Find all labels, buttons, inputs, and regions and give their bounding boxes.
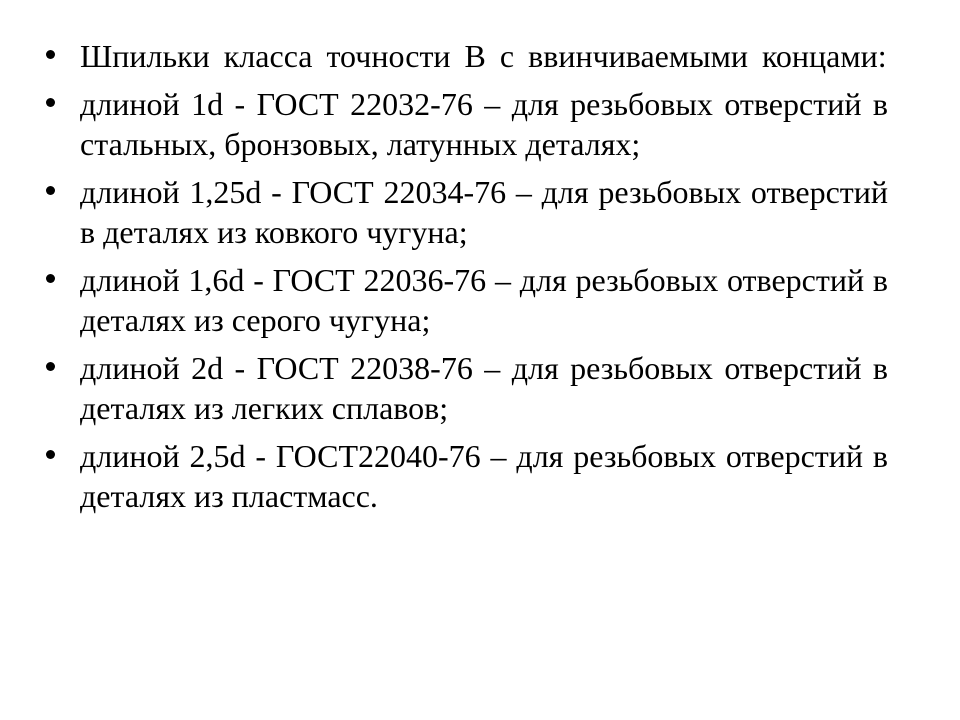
list-item [36,348,888,428]
bullet-text-gost-22038: длиной 2d - ГОСТ 22038-76 – для резьбовых отверстий в деталях из легких сплавов; [80,350,888,426]
list-item [36,172,888,252]
bullet-icon [46,450,55,459]
list-item [36,84,888,164]
bullet-icon [46,98,55,107]
bullet-text-heading: Шпильки класса точности В с ввинчиваемыми концами: [80,38,887,74]
bullet-list [36,36,888,524]
bullet-text-gost-22034: длиной 1,25d - ГОСТ 22034-76 – для резьбовых отверстий в деталях из ковкого чугуна; [80,174,888,250]
list-item [36,436,888,516]
bullet-icon [46,186,55,195]
list-item [36,260,888,340]
bullet-icon [46,362,55,371]
bullet-icon [46,50,55,59]
bullet-text-gost-22032: длиной 1d - ГОСТ 22032-76 – для резьбовых отверстий в стальных, бронзовых, латунных деталях; [80,86,888,162]
bullet-text-gost-22040: длиной 2,5d - ГОСТ22040-76 – для резьбовых отверстий в деталях из пластмасс. [80,438,888,514]
bullet-text-gost-22036: длиной 1,6d - ГОСТ 22036-76 – для резьбовых отверстий в деталях из серого чугуна; [80,262,888,338]
bullet-icon [46,274,55,283]
list-item [36,36,888,76]
